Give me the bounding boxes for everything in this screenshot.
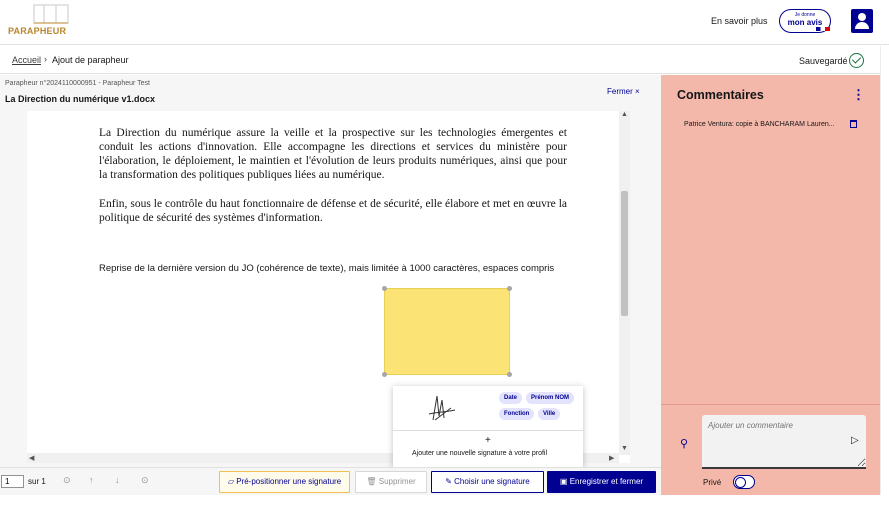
- document-pane: [0, 75, 661, 495]
- edit-box-icon: ▱: [227, 477, 237, 486]
- document-paragraph: La Direction du numérique assure la veille et la prospective sur les technologies émergentes et conduit les actions d'innovation. Elle accompagne les directions et services du ministère pour l'élaboration, le déploiement, le maintien et l'évolution de leurs produits numériques, ainsi que pour la transformation des politiques publiques liées au numérique.: [99, 127, 567, 181]
- plus-icon[interactable]: +: [485, 435, 491, 446]
- delete-comment-icon[interactable]: [850, 120, 857, 128]
- parapheur-logo[interactable]: [4, 3, 74, 39]
- send-icon[interactable]: ▷: [851, 435, 859, 446]
- breadcrumb-current: Ajout de parapheur: [52, 55, 129, 65]
- preposition-signature-label: Pré-positionner une signature: [236, 477, 342, 486]
- parapheur-meta: Parapheur n°2024110000951 - Parapheur Test: [5, 80, 150, 87]
- document-paragraph: Enfin, sous le contrôle du haut fonctionnaire de défense et de sécurité, elle élabore et met en œuvre la politique de sécurité des systèmes d'information.: [99, 198, 567, 224]
- scroll-left-arrow-icon[interactable]: ◀: [29, 455, 35, 462]
- delete-label: Supprimer: [378, 477, 416, 486]
- scroll-right-arrow-icon[interactable]: ▶: [609, 455, 615, 462]
- scroll-down-arrow-icon[interactable]: ▼: [621, 445, 628, 452]
- pen-icon: ✎: [445, 477, 455, 486]
- signature-chooser-popup: [393, 386, 583, 469]
- save-status-text: Sauvegardé: [799, 56, 848, 66]
- signature-field-tag[interactable]: Prénom NOM: [526, 392, 574, 404]
- previous-page-icon[interactable]: ↑: [89, 475, 94, 485]
- add-signature-link[interactable]: Ajouter une nouvelle signature à votre profil: [412, 450, 548, 457]
- resize-handle[interactable]: [382, 286, 387, 291]
- breadcrumb-home-link[interactable]: Accueil: [12, 55, 42, 65]
- last-page-icon[interactable]: ⊙: [141, 475, 149, 485]
- signature-field-tag[interactable]: Fonction: [499, 408, 534, 420]
- feedback-big-text: mon avis: [787, 18, 823, 27]
- app-header: [0, 0, 889, 45]
- comments-panel: [661, 75, 880, 495]
- comment-input[interactable]: [702, 415, 866, 469]
- choose-signature-button[interactable]: [431, 471, 544, 493]
- comment-item: Patrice Ventura: copie à BANCHARAM Lauren...: [684, 121, 835, 128]
- save-and-close-label: Enregistrer et fermer: [569, 477, 644, 486]
- signature-field-tag[interactable]: Date: [499, 392, 522, 404]
- page-number-input[interactable]: [1, 475, 24, 488]
- breadcrumb-separator: ›: [44, 54, 47, 64]
- signature-placeholder[interactable]: [384, 288, 510, 375]
- signature-image[interactable]: [397, 390, 469, 426]
- learn-more-link[interactable]: En savoir plus: [711, 16, 768, 26]
- window-edge: [880, 46, 889, 495]
- resize-handle[interactable]: [507, 372, 512, 377]
- resize-handle[interactable]: [507, 286, 512, 291]
- first-page-icon[interactable]: ⊙: [63, 475, 71, 485]
- service-flag-icon: [816, 27, 830, 31]
- comment-composer: [661, 404, 880, 495]
- choose-signature-label: Choisir une signature: [454, 477, 530, 486]
- trash-icon: 🗑: [366, 477, 379, 486]
- save-icon: ▣: [559, 477, 570, 486]
- private-toggle[interactable]: [733, 475, 755, 489]
- user-icon-body: [855, 22, 869, 29]
- logo-text: PARAPHEUR: [8, 26, 67, 36]
- next-page-icon[interactable]: ↓: [115, 475, 120, 485]
- private-toggle-label: Privé: [703, 478, 722, 487]
- user-icon: [858, 13, 866, 21]
- breadcrumb: [0, 46, 880, 74]
- user-account-button[interactable]: [851, 9, 873, 33]
- resize-handle[interactable]: [382, 372, 387, 377]
- mention-user-icon[interactable]: ⚲: [680, 438, 689, 450]
- signature-field-tag[interactable]: Ville: [538, 408, 560, 420]
- feedback-small-text: Je donne: [794, 12, 816, 18]
- popup-divider: [393, 430, 583, 431]
- document-paragraph: Reprise de la dernière version du JO (cohérence de texte), mais limitée à 1000 caractères, espaces compris: [99, 263, 555, 274]
- preposition-signature-button[interactable]: [219, 471, 350, 493]
- comments-title: Commentaires: [677, 88, 764, 102]
- scrollbar-thumb[interactable]: [621, 191, 628, 316]
- more-options-icon[interactable]: ⋮: [852, 87, 865, 102]
- save-and-close-button[interactable]: [547, 471, 656, 493]
- delete-button[interactable]: [355, 471, 427, 493]
- document-title: La Direction du numérique v1.docx: [5, 94, 156, 104]
- scroll-up-arrow-icon[interactable]: ▲: [621, 111, 628, 118]
- check-circle-icon: [849, 53, 864, 68]
- page-count: sur 1: [28, 477, 46, 486]
- document-toolbar: [0, 467, 661, 495]
- vertical-scrollbar[interactable]: [619, 111, 630, 455]
- close-document-button[interactable]: Fermer ×: [607, 87, 640, 96]
- give-feedback-badge[interactable]: [779, 9, 831, 33]
